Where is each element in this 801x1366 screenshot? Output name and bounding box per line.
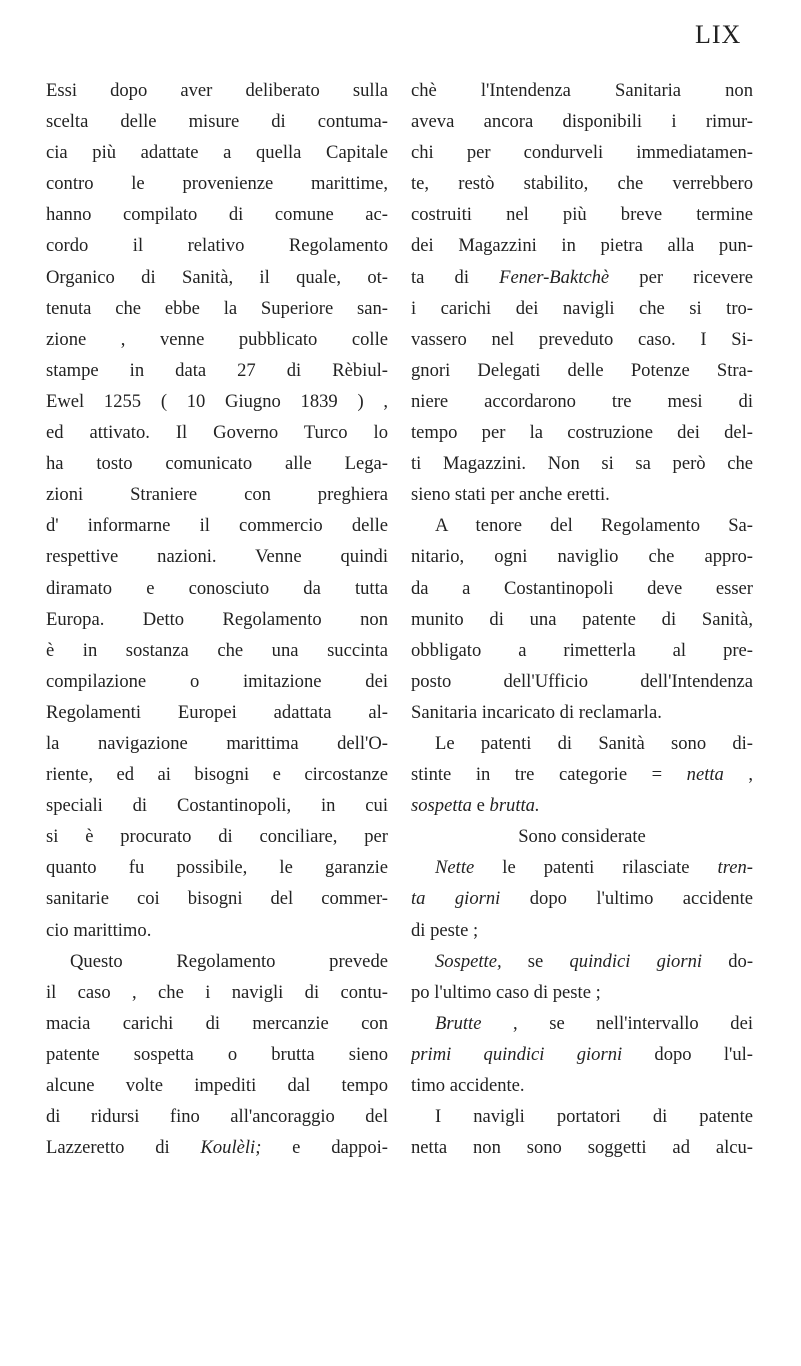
- text-line: patente sospetta o brutta sieno: [46, 1043, 388, 1065]
- text-line: ha tosto comunicato alle Lega-: [46, 453, 388, 475]
- text-line: I navigli portatori di patente: [435, 1106, 753, 1128]
- text-line: Sono considerate: [518, 826, 646, 848]
- text-line: stinte in tre categorie = netta ,: [411, 764, 753, 786]
- text-line: alcune volte impediti dal tempo: [46, 1075, 388, 1096]
- page-number: LIX: [695, 20, 742, 49]
- text-line: primi quindici giorni dopo l'ul-: [411, 1043, 753, 1065]
- text-line: cia più adattate a quella Capitale: [46, 142, 388, 164]
- text-line: contro le provenienze marittime,: [46, 173, 388, 195]
- text-line: ta giorni dopo l'ultimo accidente: [411, 888, 753, 910]
- text-line: Essi dopo aver deliberato sulla: [46, 80, 388, 101]
- text-line: munito di una patente di Sanità,: [411, 608, 753, 630]
- text-line: Europa. Detto Regolamento non: [46, 608, 388, 630]
- text-line: obbligato a rimetterla al pre-: [411, 639, 753, 661]
- text-line: nitario, ogni naviglio che appro-: [411, 546, 753, 568]
- text-line: sanitarie coi bisogni del commer-: [46, 888, 388, 910]
- text-line: Brutte , se nell'intervallo dei: [435, 1012, 753, 1034]
- text-line: cio marittimo.: [46, 919, 152, 941]
- text-line: sospetta e brutta.: [411, 795, 540, 817]
- text-line: Le patenti di Sanità sono di-: [435, 732, 753, 754]
- text-line: zione , venne pubblicato colle: [46, 328, 388, 350]
- text-line: cordo il relativo Regolamento: [46, 235, 388, 257]
- text-line: ed attivato. Il Governo Turco lo: [46, 422, 388, 444]
- text-line: diramato e conosciuto da tutta: [46, 577, 388, 599]
- text-line: Lazzeretto di Koulèli; e dappoi-: [46, 1137, 388, 1159]
- text-line: si è procurato di conciliare, per: [46, 826, 388, 848]
- text-line: di peste ;: [411, 919, 479, 941]
- text-line: niere accordarono tre mesi di: [411, 390, 753, 412]
- text-line: ti Magazzini. Non si sa però che: [411, 453, 753, 475]
- text-line: da a Costantinopoli deve esser: [411, 577, 753, 599]
- text-line: chè l'Intendenza Sanitaria non: [411, 80, 753, 101]
- text-line: po l'ultimo caso di peste ;: [411, 981, 601, 1003]
- text-line: compilazione o imitazione dei: [46, 670, 388, 692]
- text-line: tempo per la costruzione dei del-: [411, 422, 753, 444]
- text-line: i carichi dei navigli che si tro-: [411, 297, 753, 319]
- text-line: stampe in data 27 di Rèbiul-: [46, 359, 388, 381]
- text-line: gnori Delegati delle Potenze Stra-: [411, 359, 753, 381]
- text-line: hanno compilato di comune ac-: [46, 204, 388, 226]
- text-line: posto dell'Ufficio dell'Intendenza: [411, 670, 753, 692]
- text-line: timo accidente.: [411, 1075, 525, 1096]
- text-line: Sanitaria incaricato di reclamarla.: [411, 701, 662, 723]
- text-line: chi per condurveli immediatamen-: [411, 142, 753, 164]
- text-line: sieno stati per anche eretti.: [411, 484, 610, 506]
- text-line: netta non sono soggetti ad alcu-: [411, 1137, 753, 1159]
- text-line: d' informarne il commercio delle: [46, 515, 388, 537]
- right-text-column: [411, 75, 753, 1163]
- text-line: la navigazione marittima dell'O-: [46, 732, 388, 754]
- text-line: Regolamenti Europei adattata al-: [46, 701, 388, 723]
- text-line: te, restò stabilito, che verrebbero: [411, 173, 753, 195]
- text-line: Ewel 1255 ( 10 Giugno 1839 ) ,: [46, 390, 388, 412]
- text-line: Organico di Sanità, il quale, ot-: [46, 266, 388, 288]
- text-line: macia carichi di mercanzie con: [46, 1012, 388, 1034]
- text-line: aveva ancora disponibili i rimur-: [411, 111, 753, 133]
- text-line: vassero nel preveduto caso. I Si-: [411, 328, 753, 350]
- text-line: speciali di Costantinopoli, in cui: [46, 795, 388, 817]
- text-line: è in sostanza che una succinta: [46, 639, 388, 661]
- text-line: Sospette, se quindici giorni do-: [435, 950, 753, 972]
- text-line: il caso , che i navigli di contu-: [46, 981, 388, 1003]
- text-line: A tenore del Regolamento Sa-: [435, 515, 753, 537]
- left-text-column: [46, 75, 388, 1163]
- text-line: quanto fu possibile, le garanzie: [46, 857, 388, 879]
- text-line: riente, ed ai bisogni e circostanze: [46, 764, 388, 786]
- text-line: costruiti nel più breve termine: [411, 204, 753, 226]
- text-line: zioni Straniere con preghiera: [46, 484, 388, 506]
- text-line: tenuta che ebbe la Superiore san-: [46, 297, 388, 319]
- text-line: dei Magazzini in pietra alla pun-: [411, 235, 753, 257]
- text-line: Questo Regolamento prevede: [70, 950, 388, 972]
- text-line: ta di Fener-Baktchè per ricevere: [411, 266, 753, 288]
- text-line: scelta delle misure di contuma-: [46, 111, 388, 133]
- text-line: respettive nazioni. Venne quindi: [46, 546, 388, 568]
- text-line: Nette le patenti rilasciate tren-: [435, 857, 753, 879]
- text-line: di ridursi fino all'ancoraggio del: [46, 1106, 388, 1128]
